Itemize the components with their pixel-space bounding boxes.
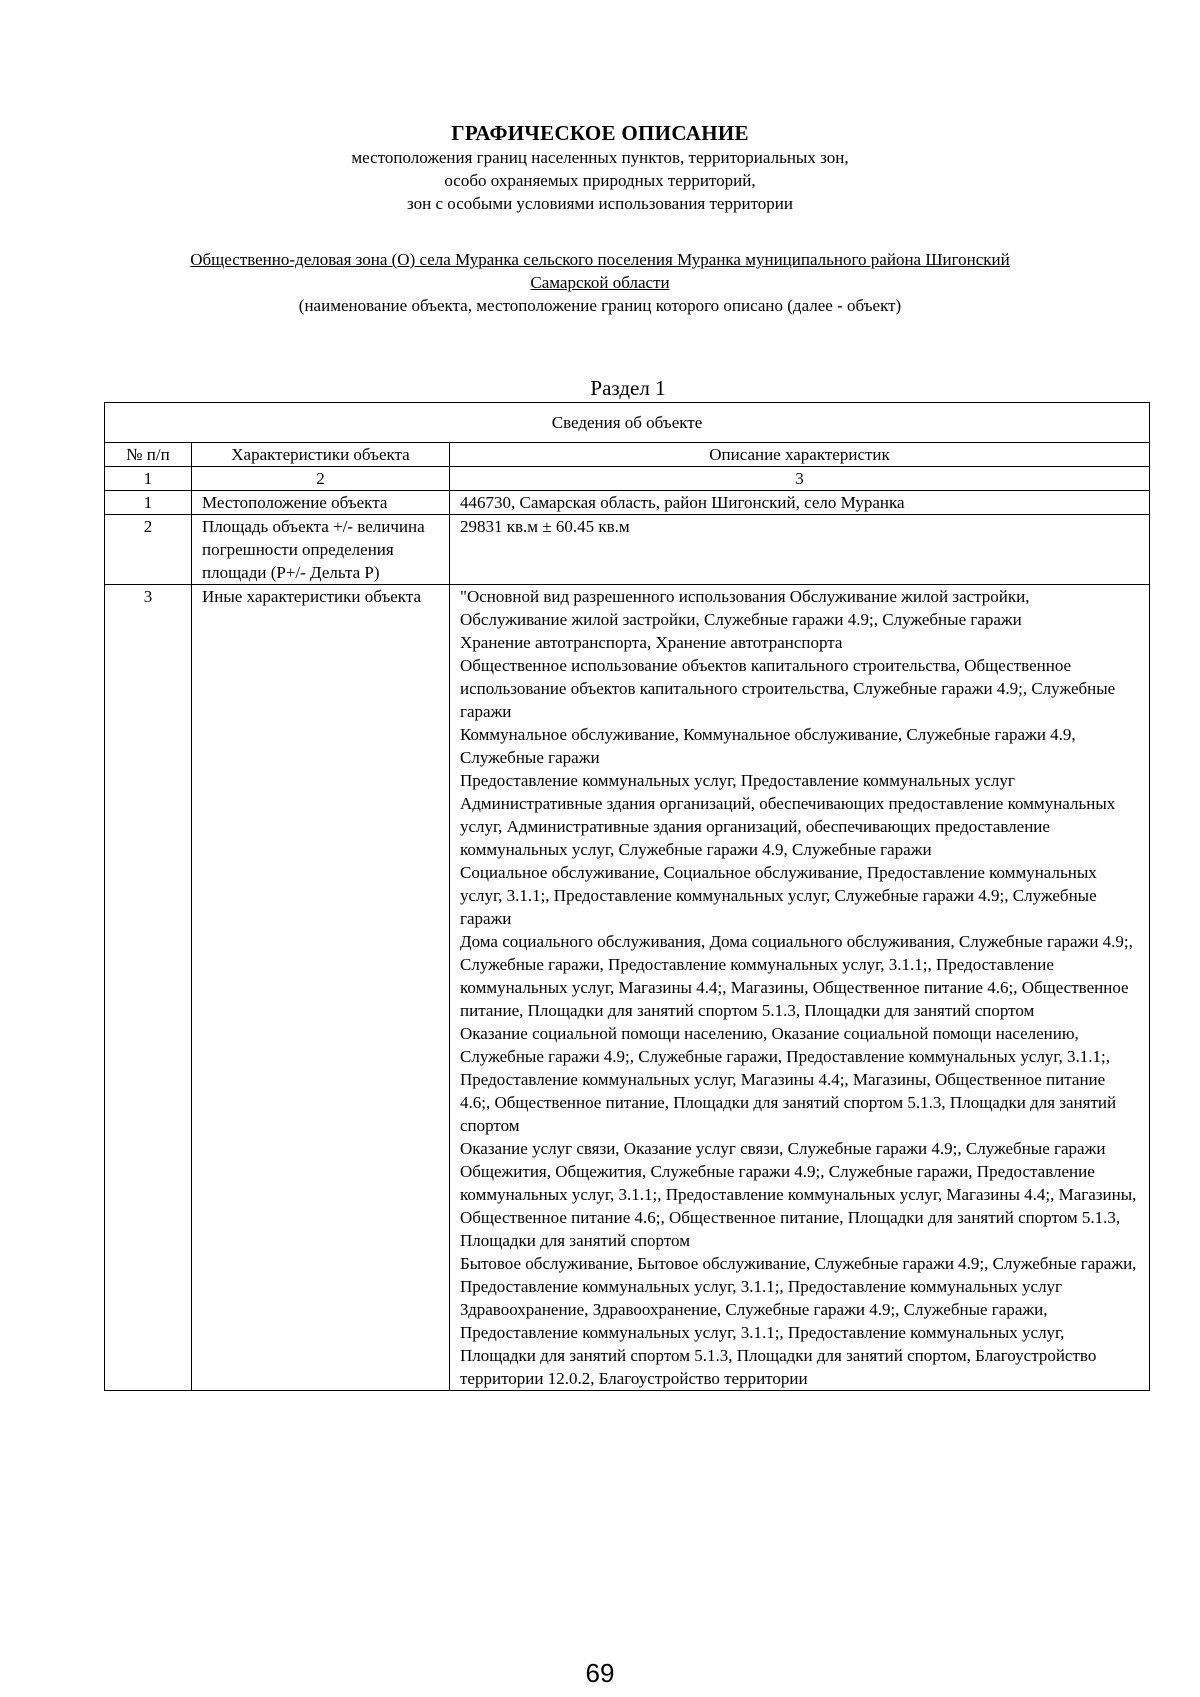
object-description (0, 248, 1200, 317)
table-caption: Сведения об объекте (105, 403, 1150, 443)
document-header (0, 120, 1200, 215)
row-number: 1 (105, 491, 192, 515)
row-characteristic: Площадь объекта +/- величина погрешности определения площади (Р+/- Дельта Р) (192, 515, 450, 585)
row-description: 446730, Самарская область, район Шигонский, село Муранка (450, 491, 1150, 515)
object-name-line: Самарской области (530, 273, 670, 292)
object-name-hint: (наименование объекта, местоположение границ которого описано (далее - объект) (298, 296, 902, 315)
object-name-line: Общественно-деловая зона (О) села Муранка сельского поселения Муранка муниципального района Шигонский (190, 250, 1010, 269)
document-title: ГРАФИЧЕСКОЕ ОПИСАНИЕ (451, 121, 749, 145)
table-row (105, 515, 1150, 585)
table-header-row (105, 443, 1150, 467)
column-number-row (105, 467, 1150, 491)
row-description: "Основной вид разрешенного использования Обслуживание жилой застройки, Обслуживание жилой застройки, Служебные гаражи 4.9;, Служебные гаражи Хранение автотранспорта, Хранение автотранспорта Общественное использование объектов капитального строительства, Общественное использование объектов капитального строительства, Служебные гаражи 4.9;, Служебные гаражи Коммунальное обслуживание, Коммунальное обслуживание, Служебные гаражи 4.9, Служебные гаражи Предоставление коммунальных услуг, Предоставление коммунальных услуг Административные здания организаций, обеспечивающих предоставление коммунальных услуг, Административные здания организаций, обеспечивающих предоставление коммунальных услуг, Служебные гаражи 4.9, Служебные гаражи Социальное обслуживание, Социальное обслуживание, Предоставление коммунальных услуг, 3.1.1;, Предоставление коммунальных услуг, Служебные гаражи 4.9;, Служебные гаражи Дома социального обслуживания, Дома социального обслуживания, Служебные гаражи 4.9;, Служебные гаражи, Предоставление коммунальных услуг, 3.1.1;, Предоставление коммунальных услуг, Магазины 4.4;, Магазины, Общественное питание 4.6;, Общественное питание, Площадки для занятий спортом 5.1.3, Площадки для занятий спортом Оказание социальной помощи населению, Оказание социальной помощи населению, Служебные гаражи 4.9;, Служебные гаражи, Предоставление коммунальных услуг, 3.1.1;, Предоставление коммунальных услуг, Магазины 4.4;, Магазины, Общественное питание 4.6;, Общественное питание, Площадки для занятий спортом 5.1.3, Площадки для занятий спортом Оказание услуг связи, Оказание услуг связи, Служебные гаражи 4.9;, Служебные гаражи Общежития, Общежития, Служебные гаражи 4.9;, Служебные гаражи, Предоставление коммунальных услуг, 3.1.1;, Предоставление коммунальных услуг, Магазины 4.4;, Магазины, Общественное питание 4.6;, Общественное питание, Площадки для занятий спортом 5.1.3, Площадки для занятий спортом Бытовое обслуживание, Бытовое обслуживание, Служебные гаражи 4.9;, Служебные гаражи, Предоставление коммунальных услуг, 3.1.1;, Предоставление коммунальных услуг Здравоохранение, Здравоохранение, Служебные гаражи 4.9;, Служебные гаражи, Предоставление коммунальных услуг, 3.1.1;, Предоставление коммунальных услуг, Площадки для занятий спортом 5.1.3, Площадки для занятий спортом, Благоустройство территории 12.0.2, Благоустройство территории (450, 585, 1150, 1391)
row-number: 2 (105, 515, 192, 585)
object-info-table (104, 402, 1150, 1391)
row-number: 3 (105, 585, 192, 1391)
row-characteristic: Местоположение объекта (192, 491, 450, 515)
column-header-number: № п/п (105, 443, 192, 467)
section-title: Раздел 1 (590, 376, 666, 400)
row-description: 29831 кв.м ± 60.45 кв.м (450, 515, 1150, 585)
column-number: 3 (450, 467, 1150, 491)
column-header-description: Описание характеристик (450, 443, 1150, 467)
row-characteristic: Иные характеристики объекта (192, 585, 450, 1391)
page-number: 69 (585, 1658, 615, 1688)
column-number: 2 (192, 467, 450, 491)
subtitle-line: местоположения границ населенных пунктов, территориальных зон, (351, 148, 849, 167)
subtitle-line: зон с особыми условиями использования территории (407, 194, 793, 213)
table-caption-row (105, 403, 1150, 443)
table-row (105, 491, 1150, 515)
column-number: 1 (105, 467, 192, 491)
table-row (105, 585, 1150, 1391)
subtitle-line: особо охраняемых природных территорий, (444, 171, 756, 190)
column-header-characteristic: Характеристики объекта (192, 443, 450, 467)
